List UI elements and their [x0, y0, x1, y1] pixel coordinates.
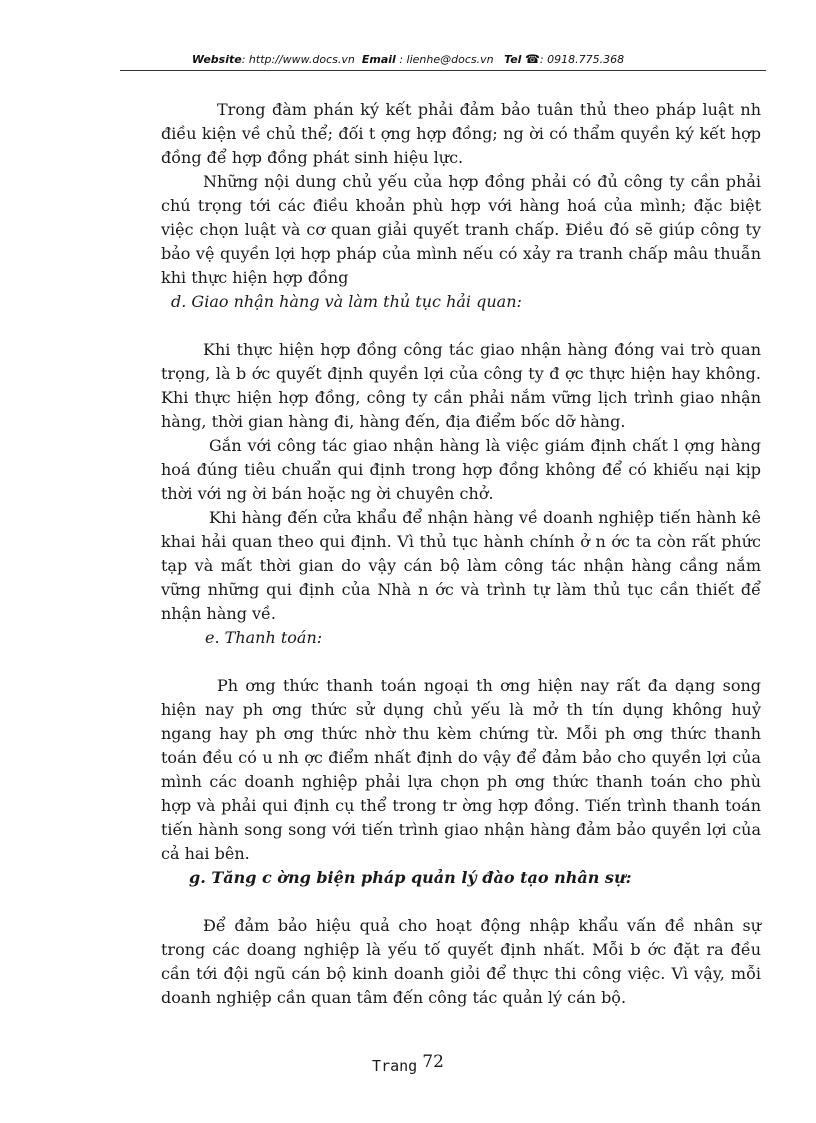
page-number: 72	[422, 1052, 444, 1072]
document-body	[161, 98, 761, 1010]
paragraph-2: Những nội dung chủ yếu của hợp đồng phải có đủ công ty cần phải chú trọng tới các điều khoản phù hợp với hàng hoá của mình; đặc biệt việc chọn luật và cơ quan giải quyết tranh chấp. Điều đó sẽ giúp công ty bảo vệ quyền lợi hợp pháp của mình nếu có xảy ra tranh chấp mâu thuẫn khi thực hiện hợp đồng	[161, 172, 761, 287]
section-heading-e: e. Thanh toán:	[205, 628, 323, 647]
phone-icon: ☎	[524, 52, 540, 66]
section-heading-g: g. Tăng c ờng biện pháp quản lý đào tạo nhân sự:	[189, 868, 632, 887]
paragraph-1: Trong đàm phán ký kết phải đảm bảo tuân thủ theo pháp luật nh điều kiện về chủ thể; đối t ợng hợp đồng; ng ời có thẩm quyền ký kết hợp đồng để hợp đồng phát sinh hiệu lực.	[161, 100, 761, 167]
tel-value: : 0918.775.368	[539, 53, 625, 66]
email-value: : lienhe@docs.vn	[399, 53, 494, 66]
paragraph-5: Khi hàng đến cửa khẩu để nhận hàng về doanh nghiệp tiến hành kê khai hải quan theo qui định. Vì thủ tục hành chính ở n ớc ta còn rất phức tạp và mất thời gian do vậy cán bộ làm công tác nhận hàng cầng nắm vững những qui định của Nhà n ớc và trình tự làm thủ tục cần thiết để nhận hàng về.	[161, 508, 761, 623]
paragraph-6: Ph ơng thức thanh toán ngoại th ơng hiện nay rất đa dạng song hiện nay ph ơng thức sử dụng chủ yếu là mở th tín dụng không huỷ ngang hay ph ơng thức nhờ thu kèm chứng từ. Mỗi ph ơng thức thanh toán đều có u nh ợc điểm nhất định do vậy để đảm bảo cho quyền lợi của mình các doanh nghiệp phải lựa chọn ph ơng thức thanh toán cho phù hợp và phải qui định cụ thể trong tr ờng hợp đồng. Tiến trình thanh toán tiến hành song song với tiến trình giao nhận hàng đảm bảo quyền lợi của cả hai bên.	[161, 676, 761, 863]
paragraph-7: Để đảm bảo hiệu quả cho hoạt động nhập khẩu vấn đề nhân sự trong các doang nghiệp là yếu tố quyết định nhất. Mỗi b ớc đặt ra đều cần tới đội ngũ cán bộ kinh doanh giỏi để thực thi công việc. Vì vậy, mỗi doanh nghiệp cần quan tâm đến công tác quản lý cán bộ.	[161, 916, 761, 1007]
spacer	[161, 650, 761, 674]
header-divider	[120, 70, 766, 71]
spacer	[161, 314, 761, 338]
spacer	[161, 890, 761, 914]
section-heading-d: d. Giao nhận hàng và làm thủ tục hải quan:	[171, 292, 522, 311]
email-label: Email	[361, 53, 396, 66]
tel-label: Tel	[504, 53, 522, 66]
paragraph-3: Khi thực hiện hợp đồng công tác giao nhận hàng đóng vai trò quan trọng, là b ớc quyết định quyền lợi của công ty đ ợc thực hiện hay không. Khi thực hiện hợp đồng, công ty cần phải nắm vững lịch trình giao nhận hàng, thời gian hàng đi, hàng đến, địa điểm bốc dỡ hàng.	[161, 340, 761, 431]
page-label: Trang	[372, 1057, 418, 1075]
website-value: : http://www.docs.vn	[241, 53, 355, 66]
page-header	[0, 52, 816, 66]
paragraph-4: Gắn với công tác giao nhận hàng là việc giám định chất l ợng hàng hoá đúng tiêu chuẩn qui định trong hợp đồng không để có khiếu nại kịp thời với ng ời bán hoặc ng ời chuyên chở.	[161, 436, 761, 503]
page-footer	[0, 1052, 816, 1076]
website-label: Website	[191, 53, 242, 66]
